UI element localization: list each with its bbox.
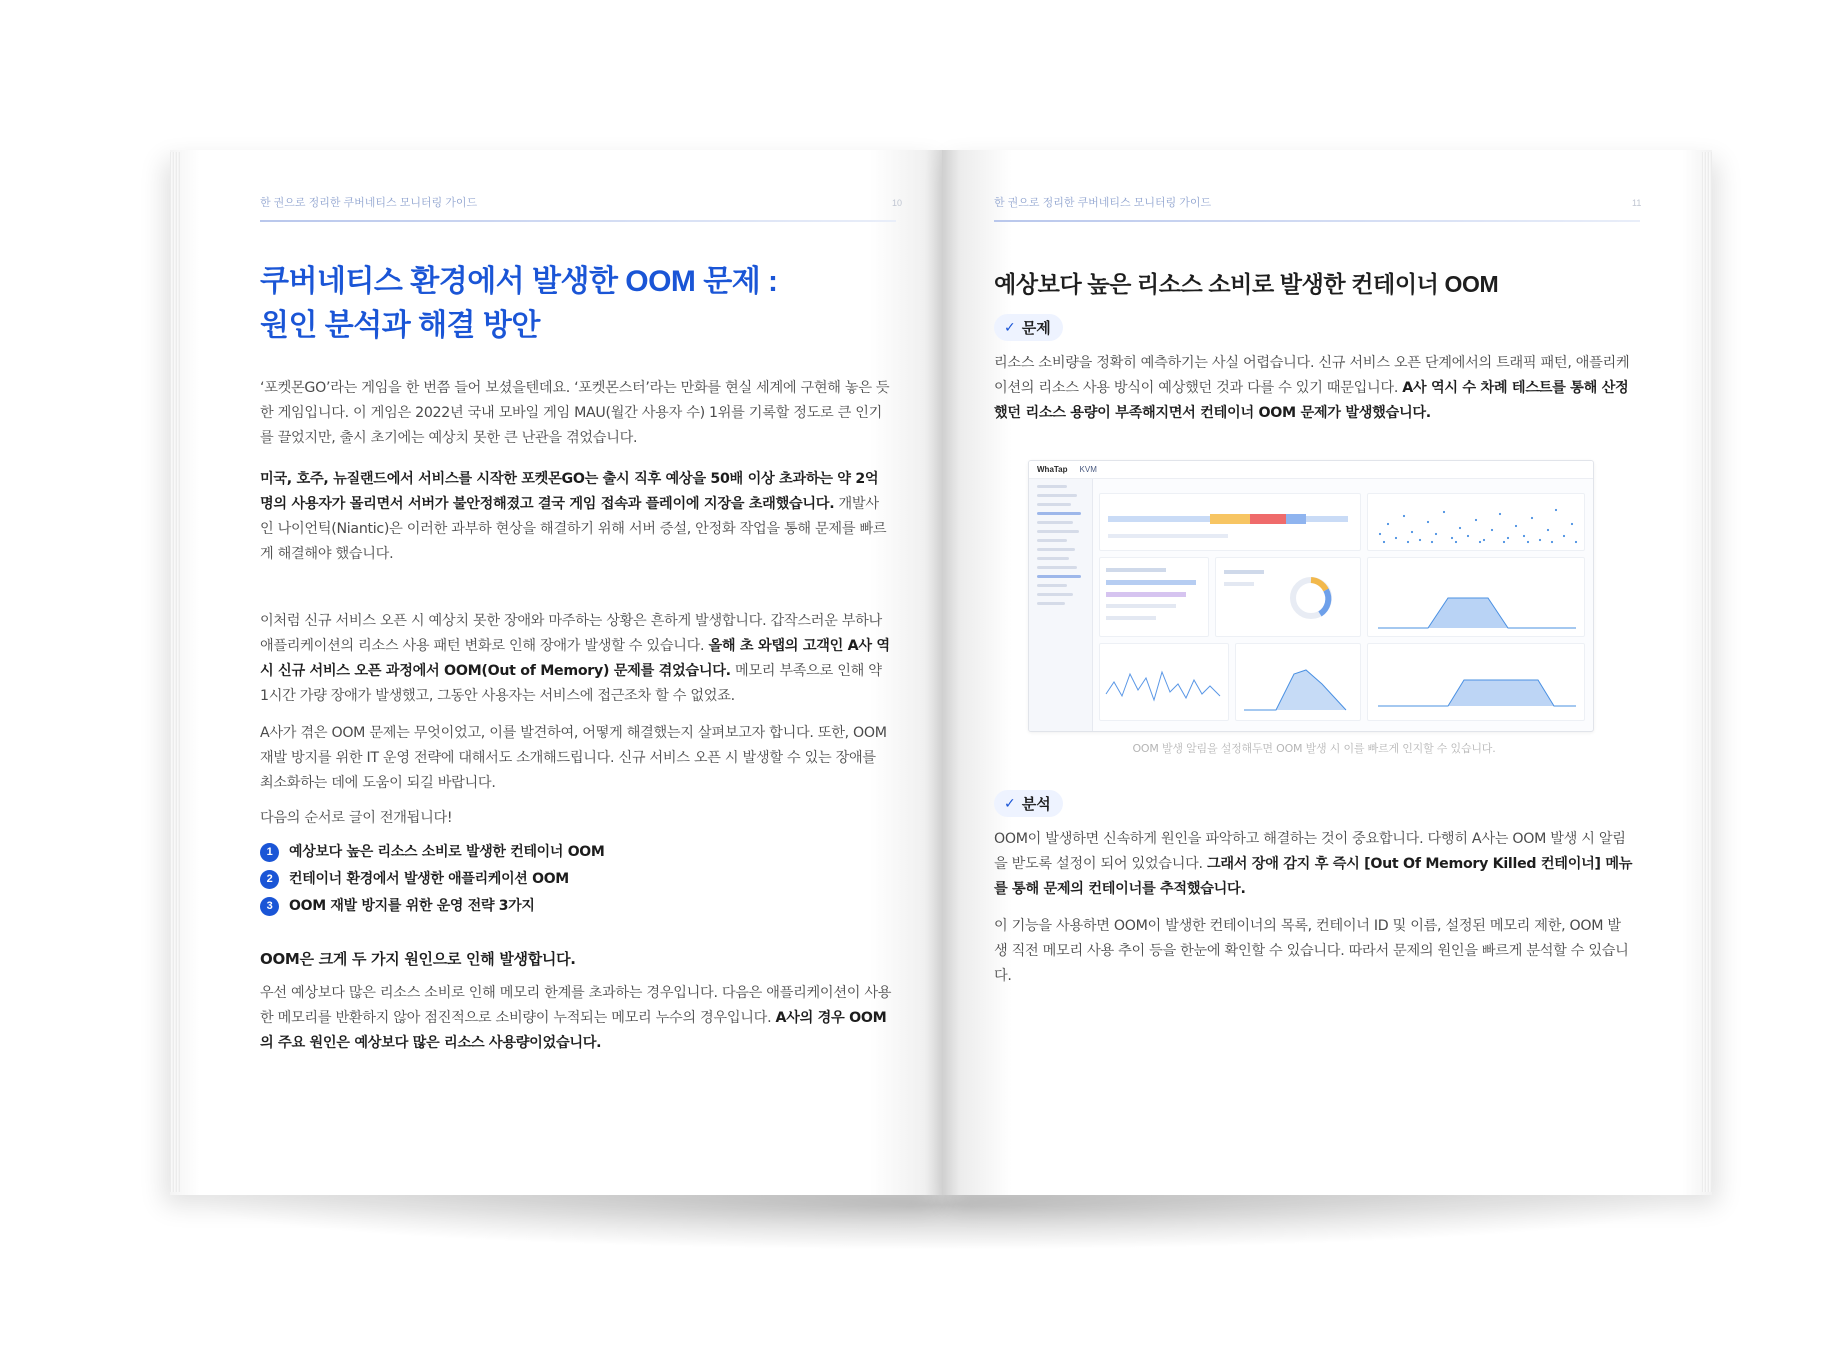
toc-number-badge: 3 [260,897,279,916]
dashboard-sidebar [1029,479,1093,732]
sidebar-line [1037,494,1077,497]
article-title-line2: 원인 분석과 해결 방안 [260,309,540,342]
toc-item-label: 컨테이너 환경에서 발생한 애플리케이션 OOM [289,871,569,887]
area-chart-graphic [1368,558,1586,638]
header-rule-right [994,220,1640,222]
peak-chart-panel [1235,643,1361,721]
sidebar-line [1037,602,1065,605]
incident-paragraph-start: 이처럼 신규 서비스 오픈 시 예상치 못한 장애와 마주하는 상황은 흔하게 발생합니다. 갑작스러운 부하나 애플리케이션의 리소스 사용 패턴 변화로 인해 장애가 발생할 수 있습니다. [260,613,882,654]
problem-paragraph-bold: A사 역시 수 차례 테스트를 통해 산정했던 리소스 용량이 부족해지면서 컨테이너 OOM 문제가 발생했습니다. [994,380,1629,421]
sidebar-line [1037,485,1067,488]
timeline-panel [1099,493,1361,551]
scatter-graphic [1368,494,1586,552]
dashboard-screenshot [1028,460,1594,732]
intro-paragraph: ‘포켓몬GO’라는 게임을 한 번쯤 들어 보셨을텐데요. ‘포켓몬스터’라는 만화를 현실 세계에 구현해 놓은 듯한 게임입니다. 이 게임은 2022년 국내 모바일 게임 MAU(월간 사용자 수) 1위를 기록할 정도로 큰 인기를 끌었지만, 출시 초기에는 예상치 못한 큰 난관을 겪었습니다. [260,380,890,446]
dashboard-tab: KVM [1079,465,1097,474]
order-intro: 다음의 순서로 글이 전개됩니다! [260,810,453,826]
running-head-left: 한 권으로 정리한 쿠버네티스 모니터링 가이드 [260,197,478,209]
analysis-paragraph-bold: 그래서 장애 감지 후 즉시 [Out Of Memory Killed 컨테이너] 메뉴를 통해 문제의 컨테이너를 추적했습니다. [994,856,1633,897]
oom-causes-subhead: OOM은 크게 두 가지 원인으로 인해 발생합니다. [260,950,576,968]
toc-list [260,839,892,920]
sidebar-line [1037,593,1073,596]
whatap-logo: WhaTap [1037,465,1068,474]
toc-item [260,866,892,893]
sidebar-line-active [1037,512,1081,515]
sidebar-line [1037,548,1075,551]
sidebar-line [1037,566,1077,569]
toc-item [260,893,892,920]
left-page [170,150,942,1195]
sidebar-line [1037,521,1073,524]
peak-chart-graphic [1236,644,1362,722]
dashboard-body [1099,485,1589,729]
sidebar-line [1037,539,1067,542]
problem-paragraph-start: 리소스 소비량을 정확히 예측하기는 사실 어렵습니다. 신규 서비스 오픈 단계에서의 트래픽 패턴, 애플리케이션의 리소스 사용 방식이 예상했던 것과 다를 수 있기 때문입니다. [994,355,1630,396]
problem-pill-label: 문제 [1021,319,1051,337]
incident-paragraph [260,609,892,709]
article-title-line1: 쿠버네티스 환경에서 발생한 OOM 문제 : [260,265,778,298]
list-panel [1099,557,1209,637]
analysis-pill [994,790,1063,817]
feature-paragraph: 이 기능을 사용하면 OOM이 발생한 컨테이너의 목록, 컨테이너 ID 및 이름, 설정된 메모리 제한, OOM 발생 직전 메모리 사용 추이 등을 한눈에 확인할 수 있습니다. 따라서 문제의 원인을 빠르게 분석할 수 있습니다. [994,918,1629,984]
right-page [942,150,1712,1195]
purpose-paragraph: A사가 겪은 OOM 문제는 무엇이었고, 이를 발견하여, 어떻게 해결했는지 살펴보고자 합니다. 또한, OOM 재발 방지를 위한 IT 운영 전략에 대해서도 소개해드립니다. 신규 서비스 오픈 시 발생할 수 있는 장애를 최소화하는 데에 도움이 되길 바랍니다. [260,725,887,791]
page-edges-right [1702,152,1712,1192]
page-number-right: 11 [1632,198,1642,208]
causes-paragraph-start: 우선 예상보다 많은 리소스 소비로 인해 메모리 한계를 초과하는 경우입니다. 다음은 애플리케이션이 사용한 메모리를 반환하지 않아 점진적으로 소비량이 누적되는 메모리 누수의 경우입니다. [260,985,892,1026]
list-graphic [1100,558,1210,638]
pokemon-paragraph [260,467,892,567]
incident-paragraph-bold: 올해 초 와탭의 고객인 A사 역시 신규 서비스 오픈 과정에서 OOM(Out of Memory) 문제를 겪었습니다. [260,638,890,679]
scatter-panel [1367,493,1585,551]
pokemon-paragraph-rest: 개발사인 나이언틱(Niantic)은 이러한 과부하 현상을 해결하기 위해 서버 증설, 안정화 작업을 통해 문제를 빠르게 해결해야 했습니다. [260,496,887,562]
sidebar-line-active [1037,575,1081,578]
sidebar-line [1037,503,1071,506]
plateau-chart-graphic [1368,644,1586,722]
toc-item [260,839,892,866]
toc-item-label: OOM 재발 방지를 위한 운영 전략 3가지 [289,898,535,914]
toc-number-badge: 2 [260,870,279,889]
sidebar-line [1037,530,1079,533]
check-icon: ✓ [1004,319,1016,336]
causes-paragraph-bold: A사의 경우 OOM의 주요 원인은 예상보다 많은 리소스 사용량이었습니다. [260,1010,887,1051]
right-page-content [994,268,1634,989]
analysis-pill-label: 분석 [1021,795,1051,813]
donut-panel [1215,557,1361,637]
toc-item-label: 예상보다 높은 리소스 소비로 발생한 컨테이너 OOM [289,844,605,860]
page-number-left: 10 [892,198,903,208]
problem-pill [994,314,1063,341]
timeline-graphic [1100,494,1362,552]
toc-number-badge: 1 [260,843,279,862]
line-chart-panel [1099,643,1229,721]
pokemon-paragraph-bold: 미국, 호주, 뉴질랜드에서 서비스를 시작한 포켓몬GO는 출시 직후 예상을 50배 이상 초과하는 약 2억 명의 사용자가 몰리면서 서버가 불안정해졌고 결국 게임 접속과 플레이에 지장을 초래했습니다. [260,471,879,512]
analysis-paragraph [994,827,1634,902]
donut-graphic [1216,558,1362,638]
check-icon: ✓ [1004,795,1016,812]
left-page-content [260,260,892,1056]
area-chart-panel [1367,557,1585,637]
running-head-right: 한 권으로 정리한 쿠버네티스 모니터링 가이드 [994,197,1212,209]
dashboard-topbar [1029,461,1593,479]
plateau-chart-panel [1367,643,1585,721]
section-title: 예상보다 높은 리소스 소비로 발생한 컨테이너 OOM [994,271,1499,297]
article-title [260,260,892,348]
page-edges-left [170,152,180,1192]
sidebar-line [1037,557,1069,560]
line-chart-graphic [1100,644,1230,722]
sidebar-line [1037,584,1067,587]
causes-paragraph [260,981,892,1056]
incident-paragraph-end: 메모리 부족으로 인해 약 1시간 가량 장애가 발생했고, 그동안 사용자는 서비스에 접근조차 할 수 없었죠. [260,663,882,704]
analysis-paragraph-start: OOM이 발생하면 신속하게 원인을 파악하고 해결하는 것이 중요합니다. 다행히 A사는 OOM 발생 시 알림을 받도록 설정이 되어 있었습니다. [994,831,1626,872]
figure-caption: OOM 발생 알림을 설정해두면 OOM 발생 시 이를 빠르게 인지할 수 있습니다. [1132,742,1496,755]
header-rule-left [260,220,896,222]
problem-paragraph [994,351,1634,426]
